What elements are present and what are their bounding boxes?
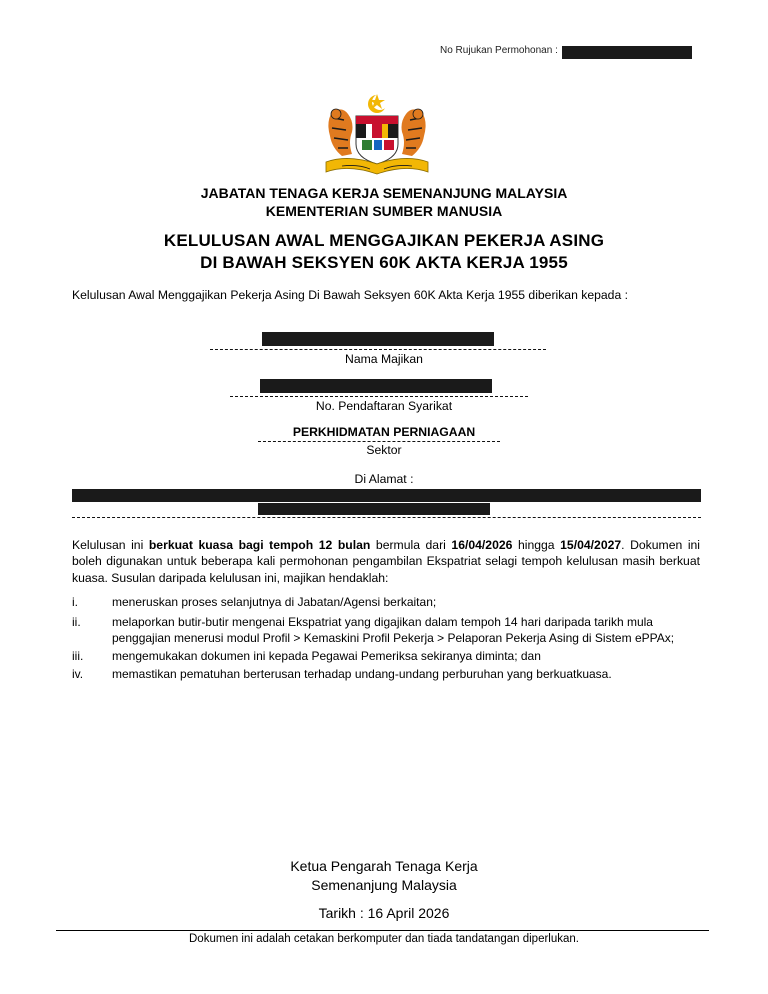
reference-number-redacted xyxy=(562,46,692,59)
validity-duration: berkuat kuasa bagi tempoh 12 bulan xyxy=(148,538,371,552)
address-label: Di Alamat : xyxy=(354,472,414,486)
validity-paragraph: Kelulusan ini berkuat kuasa bagi tempoh 12 bulan bermula dari 16/04/2026 hingga 15/04/2027. Dokumen ini boleh digunakan untuk beberapa kali permohonan pengambilan Ekspatriat selagi tempoh kelulusan masih berkuat kuasa. Susulan daripada kelulusan ini, majikan hendaklah: xyxy=(72,538,701,585)
signatory-title: Ketua Pengarah Tenaga Kerja xyxy=(290,858,478,874)
sector-label: Sektor xyxy=(366,443,402,457)
company-reg-underline xyxy=(230,396,528,397)
signatory-region: Semenanjung Malaysia xyxy=(311,877,457,893)
document-title-line1: KELULUSAN AWAL MENGGAJIKAN PEKERJA ASING xyxy=(163,231,605,250)
company-reg-label: No. Pendaftaran Syarikat xyxy=(315,399,453,413)
validity-start-date: 16/04/2026 xyxy=(451,538,513,552)
ministry-name: KEMENTERIAN SUMBER MANUSIA xyxy=(265,203,503,219)
employer-name-underline xyxy=(210,349,546,350)
address-line2-redacted xyxy=(258,503,490,515)
footer-divider xyxy=(56,930,709,931)
footer-note: Dokumen ini adalah cetakan berkomputer dan tiada tandatangan diperlukan. xyxy=(189,933,579,945)
address-line1-redacted xyxy=(72,489,701,502)
sector-value: PERKHIDMATAN PERNIAGAAN xyxy=(292,425,476,439)
document-title-line2: DI BAWAH SEKSYEN 60K AKTA KERJA 1955 xyxy=(200,253,568,272)
issue-date: Tarikh : 16 April 2026 xyxy=(318,905,450,921)
address-underline xyxy=(72,517,701,518)
reference-number-label: No Rujukan Permohonan : xyxy=(440,45,558,56)
sector-underline xyxy=(258,441,500,442)
company-reg-redacted xyxy=(260,379,492,393)
employer-name-redacted xyxy=(262,332,494,346)
coat-of-arms-logo xyxy=(318,92,436,178)
employer-name-label: Nama Majikan xyxy=(345,352,423,366)
intro-text: Kelulusan Awal Menggajikan Pekerja Asing Di Bawah Seksyen 60K Akta Kerja 1955 diberikan kepada : xyxy=(72,288,629,302)
department-name: JABATAN TENAGA KERJA SEMENANJUNG MALAYSIA xyxy=(200,185,568,201)
validity-end-date: 15/04/2027 xyxy=(560,538,622,552)
